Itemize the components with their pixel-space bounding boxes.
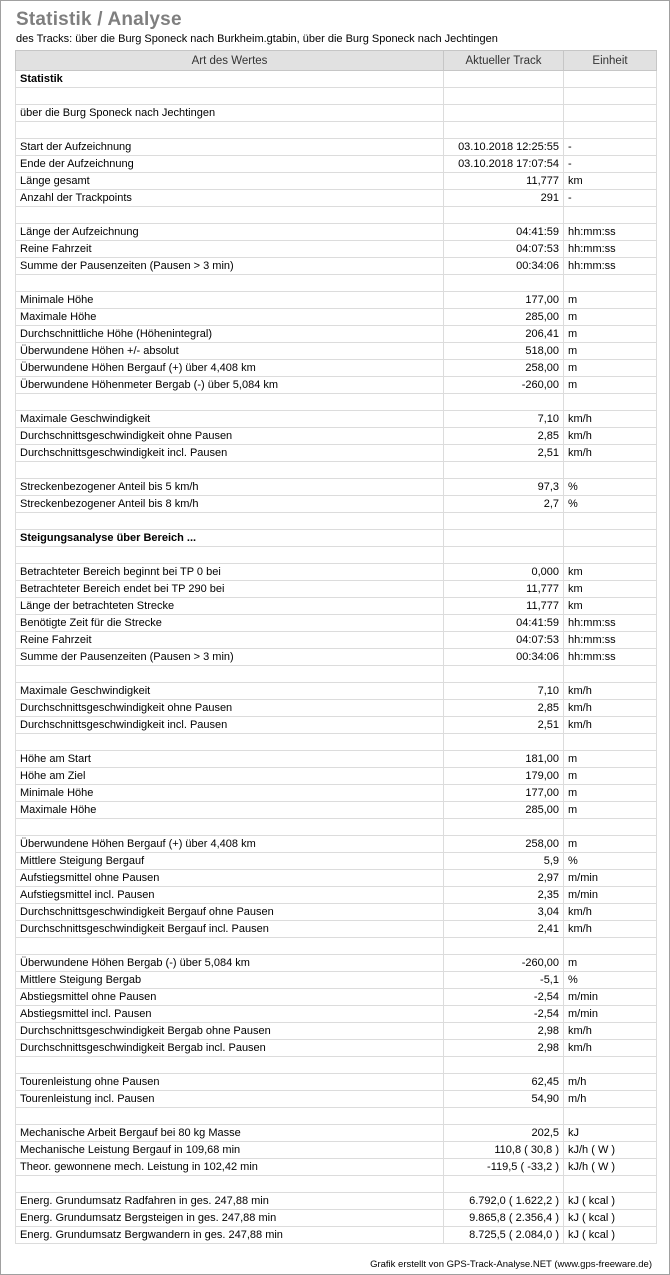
cell-value: 5,9 [444, 853, 564, 870]
cell-name [16, 513, 444, 530]
cell-unit: kJ/h ( W ) [564, 1142, 657, 1159]
table-row [16, 904, 657, 921]
cell-name: Überwundene Höhen Bergauf (+) über 4,408 km [16, 836, 444, 853]
table-header-row [16, 51, 657, 71]
table-row [16, 1040, 657, 1057]
table-row [16, 462, 657, 479]
table-row [16, 836, 657, 853]
table-row [16, 156, 657, 173]
cell-value: 7,10 [444, 411, 564, 428]
cell-unit: - [564, 190, 657, 207]
cell-unit: kJ ( kcal ) [564, 1227, 657, 1244]
cell-unit: hh:mm:ss [564, 632, 657, 649]
cell-unit: hh:mm:ss [564, 649, 657, 666]
cell-value: 00:34:06 [444, 258, 564, 275]
cell-unit: km/h [564, 411, 657, 428]
cell-value: 2,51 [444, 445, 564, 462]
cell-value: 2,85 [444, 428, 564, 445]
cell-name: Mechanische Leistung Bergauf in 109,68 min [16, 1142, 444, 1159]
table-row [16, 139, 657, 156]
cell-name [16, 734, 444, 751]
cell-name [16, 666, 444, 683]
cell-unit [564, 819, 657, 836]
cell-value: 9.865,8 ( 2.356,4 ) [444, 1210, 564, 1227]
cell-unit: kJ ( kcal ) [564, 1210, 657, 1227]
cell-unit: m [564, 377, 657, 394]
cell-name: Summe der Pausenzeiten (Pausen > 3 min) [16, 649, 444, 666]
cell-unit: m/min [564, 870, 657, 887]
cell-name: Minimale Höhe [16, 785, 444, 802]
cell-unit [564, 275, 657, 292]
cell-value [444, 207, 564, 224]
cell-name: Minimale Höhe [16, 292, 444, 309]
cell-value [444, 1108, 564, 1125]
cell-name: Überwundene Höhen Bergab (-) über 5,084 km [16, 955, 444, 972]
cell-value: 8.725,5 ( 2.084,0 ) [444, 1227, 564, 1244]
cell-unit [564, 394, 657, 411]
table-row [16, 632, 657, 649]
cell-name: Tourenleistung incl. Pausen [16, 1091, 444, 1108]
table-row [16, 1006, 657, 1023]
cell-name: Aufstiegsmittel incl. Pausen [16, 887, 444, 904]
cell-name: Überwundene Höhen +/- absolut [16, 343, 444, 360]
table-row [16, 241, 657, 258]
table-row [16, 428, 657, 445]
cell-name: Überwundene Höhenmeter Bergab (-) über 5,084 km [16, 377, 444, 394]
cell-name: Reine Fahrzeit [16, 632, 444, 649]
table-row [16, 88, 657, 105]
cell-unit: m [564, 343, 657, 360]
table-row [16, 870, 657, 887]
cell-name: Theor. gewonnene mech. Leistung in 102,42 min [16, 1159, 444, 1176]
cell-value: 11,777 [444, 598, 564, 615]
table-row [16, 666, 657, 683]
cell-unit [564, 513, 657, 530]
cell-name: Betrachteter Bereich beginnt bei TP 0 bei [16, 564, 444, 581]
cell-name: Maximale Höhe [16, 309, 444, 326]
cell-unit [564, 666, 657, 683]
cell-value: 03.10.2018 12:25:55 [444, 139, 564, 156]
table-row [16, 343, 657, 360]
cell-unit: kJ/h ( W ) [564, 1159, 657, 1176]
table-row [16, 275, 657, 292]
table-row [16, 853, 657, 870]
cell-value: 2,98 [444, 1040, 564, 1057]
cell-name: Durchschnittsgeschwindigkeit Bergab ohne Pausen [16, 1023, 444, 1040]
cell-value: 2,98 [444, 1023, 564, 1040]
cell-unit [564, 105, 657, 122]
cell-unit: m/h [564, 1091, 657, 1108]
table-row [16, 411, 657, 428]
cell-unit: m [564, 768, 657, 785]
cell-name: Überwundene Höhen Bergauf (+) über 4,408 km [16, 360, 444, 377]
table-row [16, 598, 657, 615]
table-row [16, 972, 657, 989]
cell-unit: - [564, 139, 657, 156]
table-row [16, 122, 657, 139]
cell-value: 258,00 [444, 360, 564, 377]
table-row [16, 309, 657, 326]
cell-unit [564, 1057, 657, 1074]
cell-value [444, 394, 564, 411]
cell-value [444, 666, 564, 683]
cell-unit: km [564, 564, 657, 581]
cell-value: -119,5 ( -33,2 ) [444, 1159, 564, 1176]
table-row [16, 479, 657, 496]
cell-value: 04:07:53 [444, 632, 564, 649]
table-row [16, 1193, 657, 1210]
cell-unit: m [564, 802, 657, 819]
table-row [16, 224, 657, 241]
table-row [16, 258, 657, 275]
cell-unit: hh:mm:ss [564, 615, 657, 632]
cell-name [16, 1108, 444, 1125]
cell-name: Streckenbezogener Anteil bis 5 km/h [16, 479, 444, 496]
table-row [16, 955, 657, 972]
cell-value: -260,00 [444, 955, 564, 972]
cell-unit: m [564, 751, 657, 768]
cell-name: Aufstiegsmittel ohne Pausen [16, 870, 444, 887]
cell-unit [564, 1176, 657, 1193]
table-row [16, 1023, 657, 1040]
cell-value [444, 462, 564, 479]
table-row [16, 1142, 657, 1159]
cell-name [16, 819, 444, 836]
cell-unit: m [564, 955, 657, 972]
cell-unit: % [564, 853, 657, 870]
cell-value: 202,5 [444, 1125, 564, 1142]
table-row [16, 802, 657, 819]
cell-unit: hh:mm:ss [564, 258, 657, 275]
cell-unit: m/min [564, 887, 657, 904]
cell-value: 62,45 [444, 1074, 564, 1091]
cell-value: 2,85 [444, 700, 564, 717]
table-row [16, 1108, 657, 1125]
table-row [16, 564, 657, 581]
cell-unit: m/min [564, 989, 657, 1006]
table-row [16, 683, 657, 700]
section-row [16, 71, 657, 88]
cell-value: 54,90 [444, 1091, 564, 1108]
cell-value: 11,777 [444, 173, 564, 190]
cell-value: 110,8 ( 30,8 ) [444, 1142, 564, 1159]
cell-name: Abstiegsmittel ohne Pausen [16, 989, 444, 1006]
cell-value: 291 [444, 190, 564, 207]
cell-unit: km/h [564, 445, 657, 462]
cell-unit: m [564, 785, 657, 802]
cell-value: 258,00 [444, 836, 564, 853]
cell-unit: km/h [564, 921, 657, 938]
section-row [16, 530, 657, 547]
table-row [16, 360, 657, 377]
statistics-table [15, 50, 657, 1244]
table-row [16, 377, 657, 394]
cell-unit [564, 530, 657, 547]
cell-unit: kJ ( kcal ) [564, 1193, 657, 1210]
cell-name: Statistik [16, 71, 444, 88]
cell-unit [564, 938, 657, 955]
cell-name: Reine Fahrzeit [16, 241, 444, 258]
cell-unit: km [564, 598, 657, 615]
table-row [16, 394, 657, 411]
cell-name: Summe der Pausenzeiten (Pausen > 3 min) [16, 258, 444, 275]
cell-value: 3,04 [444, 904, 564, 921]
cell-name: Anzahl der Trackpoints [16, 190, 444, 207]
cell-value: 2,7 [444, 496, 564, 513]
cell-name: Länge der Aufzeichnung [16, 224, 444, 241]
cell-name: Maximale Geschwindigkeit [16, 683, 444, 700]
cell-value: 2,41 [444, 921, 564, 938]
cell-value [444, 513, 564, 530]
cell-name: Mittlere Steigung Bergauf [16, 853, 444, 870]
cell-value: 2,51 [444, 717, 564, 734]
cell-value: 2,35 [444, 887, 564, 904]
cell-name [16, 275, 444, 292]
cell-value: 7,10 [444, 683, 564, 700]
cell-name: Höhe am Ziel [16, 768, 444, 785]
cell-name: Durchschnittsgeschwindigkeit incl. Pausen [16, 445, 444, 462]
cell-unit: km/h [564, 1023, 657, 1040]
table-row [16, 615, 657, 632]
cell-unit: km/h [564, 904, 657, 921]
cell-name: Länge der betrachteten Strecke [16, 598, 444, 615]
cell-unit: km [564, 173, 657, 190]
cell-value: 00:34:06 [444, 649, 564, 666]
cell-value: 04:07:53 [444, 241, 564, 258]
cell-value: 0,000 [444, 564, 564, 581]
cell-unit: m [564, 360, 657, 377]
cell-name [16, 547, 444, 564]
table-row [16, 292, 657, 309]
cell-value: 177,00 [444, 292, 564, 309]
cell-value: 285,00 [444, 309, 564, 326]
report-title: Statistik / Analyse [16, 9, 182, 30]
table-row [16, 1176, 657, 1193]
cell-name: Durchschnittsgeschwindigkeit ohne Pausen [16, 428, 444, 445]
table-body [16, 71, 657, 1244]
cell-name [16, 88, 444, 105]
cell-unit [564, 734, 657, 751]
cell-unit: m [564, 836, 657, 853]
table-row [16, 649, 657, 666]
cell-name: Durchschnittsgeschwindigkeit Bergab incl. Pausen [16, 1040, 444, 1057]
cell-unit [564, 547, 657, 564]
cell-unit: m [564, 292, 657, 309]
cell-name [16, 1176, 444, 1193]
cell-value: -2,54 [444, 989, 564, 1006]
cell-name [16, 394, 444, 411]
cell-name: Durchschnittsgeschwindigkeit incl. Pausen [16, 717, 444, 734]
cell-unit [564, 207, 657, 224]
cell-value: 285,00 [444, 802, 564, 819]
table-row [16, 513, 657, 530]
cell-value: -260,00 [444, 377, 564, 394]
cell-value: -5,1 [444, 972, 564, 989]
cell-value [444, 122, 564, 139]
cell-value: 97,3 [444, 479, 564, 496]
cell-value [444, 530, 564, 547]
table-row [16, 700, 657, 717]
cell-unit: m [564, 326, 657, 343]
cell-unit: km/h [564, 683, 657, 700]
cell-unit: % [564, 972, 657, 989]
cell-value [444, 547, 564, 564]
cell-value: 11,777 [444, 581, 564, 598]
table-row [16, 326, 657, 343]
table-row [16, 547, 657, 564]
header-name: Art des Wertes [16, 51, 444, 71]
cell-name: Länge gesamt [16, 173, 444, 190]
table-row [16, 938, 657, 955]
cell-value [444, 1057, 564, 1074]
cell-value: 6.792,0 ( 1.622,2 ) [444, 1193, 564, 1210]
cell-unit: km/h [564, 1040, 657, 1057]
cell-name: Durchschnittsgeschwindigkeit Bergauf incl. Pausen [16, 921, 444, 938]
cell-unit: kJ [564, 1125, 657, 1142]
cell-unit: m [564, 309, 657, 326]
table-row [16, 751, 657, 768]
table-row [16, 1125, 657, 1142]
table-row [16, 207, 657, 224]
cell-name [16, 122, 444, 139]
cell-name [16, 938, 444, 955]
cell-unit: km/h [564, 717, 657, 734]
cell-unit: km/h [564, 700, 657, 717]
table-row [16, 581, 657, 598]
table-row [16, 190, 657, 207]
table-row [16, 1091, 657, 1108]
cell-name: Durchschnittsgeschwindigkeit ohne Pausen [16, 700, 444, 717]
cell-name: Energ. Grundumsatz Radfahren in ges. 247,88 min [16, 1193, 444, 1210]
cell-value [444, 71, 564, 88]
cell-unit [564, 122, 657, 139]
table-row [16, 887, 657, 904]
cell-unit: - [564, 156, 657, 173]
cell-name: Höhe am Start [16, 751, 444, 768]
cell-unit: km/h [564, 428, 657, 445]
cell-name [16, 462, 444, 479]
cell-unit [564, 71, 657, 88]
cell-name: Abstiegsmittel incl. Pausen [16, 1006, 444, 1023]
cell-unit: % [564, 496, 657, 513]
table-row [16, 1159, 657, 1176]
cell-name: Energ. Grundumsatz Bergwandern in ges. 247,88 min [16, 1227, 444, 1244]
table-row [16, 496, 657, 513]
cell-name: Start der Aufzeichnung [16, 139, 444, 156]
cell-unit: hh:mm:ss [564, 241, 657, 258]
cell-name: Ende der Aufzeichnung [16, 156, 444, 173]
cell-value [444, 275, 564, 292]
table-row [16, 768, 657, 785]
cell-unit: km [564, 581, 657, 598]
cell-value: 2,97 [444, 870, 564, 887]
footer-credit: Grafik erstellt von GPS-Track-Analyse.NET (www.gps-freeware.de) [370, 1259, 652, 1270]
cell-name: über die Burg Sponeck nach Jechtingen [16, 105, 444, 122]
cell-unit: m/h [564, 1074, 657, 1091]
table-row [16, 921, 657, 938]
cell-value: -2,54 [444, 1006, 564, 1023]
cell-value: 181,00 [444, 751, 564, 768]
table-row [16, 1074, 657, 1091]
cell-name: Durchschnittsgeschwindigkeit Bergauf ohne Pausen [16, 904, 444, 921]
cell-name: Maximale Höhe [16, 802, 444, 819]
cell-name: Mittlere Steigung Bergab [16, 972, 444, 989]
header-value: Aktueller Track [444, 51, 564, 71]
cell-name: Benötigte Zeit für die Strecke [16, 615, 444, 632]
cell-value [444, 938, 564, 955]
cell-value [444, 819, 564, 836]
table-row [16, 105, 657, 122]
cell-name: Streckenbezogener Anteil bis 8 km/h [16, 496, 444, 513]
table-row [16, 1210, 657, 1227]
cell-unit: hh:mm:ss [564, 224, 657, 241]
table-row [16, 989, 657, 1006]
cell-name [16, 207, 444, 224]
cell-value: 206,41 [444, 326, 564, 343]
cell-name: Durchschnittliche Höhe (Höhenintegral) [16, 326, 444, 343]
report-subtitle: des Tracks: über die Burg Sponeck nach Burkheim.gtabin, über die Burg Sponeck nach Jechtingen [16, 33, 498, 45]
cell-name: Betrachteter Bereich endet bei TP 290 bei [16, 581, 444, 598]
cell-value: 03.10.2018 17:07:54 [444, 156, 564, 173]
table-row [16, 785, 657, 802]
table-row [16, 1057, 657, 1074]
table-row [16, 173, 657, 190]
table-row [16, 1227, 657, 1244]
cell-value: 179,00 [444, 768, 564, 785]
cell-value: 04:41:59 [444, 224, 564, 241]
cell-name: Energ. Grundumsatz Bergsteigen in ges. 247,88 min [16, 1210, 444, 1227]
cell-value: 518,00 [444, 343, 564, 360]
cell-unit: m/min [564, 1006, 657, 1023]
cell-name: Mechanische Arbeit Bergauf bei 80 kg Masse [16, 1125, 444, 1142]
table-row [16, 819, 657, 836]
cell-name [16, 1057, 444, 1074]
cell-name: Tourenleistung ohne Pausen [16, 1074, 444, 1091]
header-unit: Einheit [564, 51, 657, 71]
cell-name: Maximale Geschwindigkeit [16, 411, 444, 428]
cell-unit [564, 1108, 657, 1125]
table-row [16, 734, 657, 751]
table-row [16, 445, 657, 462]
cell-value [444, 88, 564, 105]
cell-unit [564, 462, 657, 479]
table-row [16, 717, 657, 734]
cell-value [444, 734, 564, 751]
cell-value: 177,00 [444, 785, 564, 802]
cell-unit: % [564, 479, 657, 496]
cell-value: 04:41:59 [444, 615, 564, 632]
cell-value [444, 1176, 564, 1193]
cell-name: Steigungsanalyse über Bereich ... [16, 530, 444, 547]
cell-value [444, 105, 564, 122]
cell-unit [564, 88, 657, 105]
